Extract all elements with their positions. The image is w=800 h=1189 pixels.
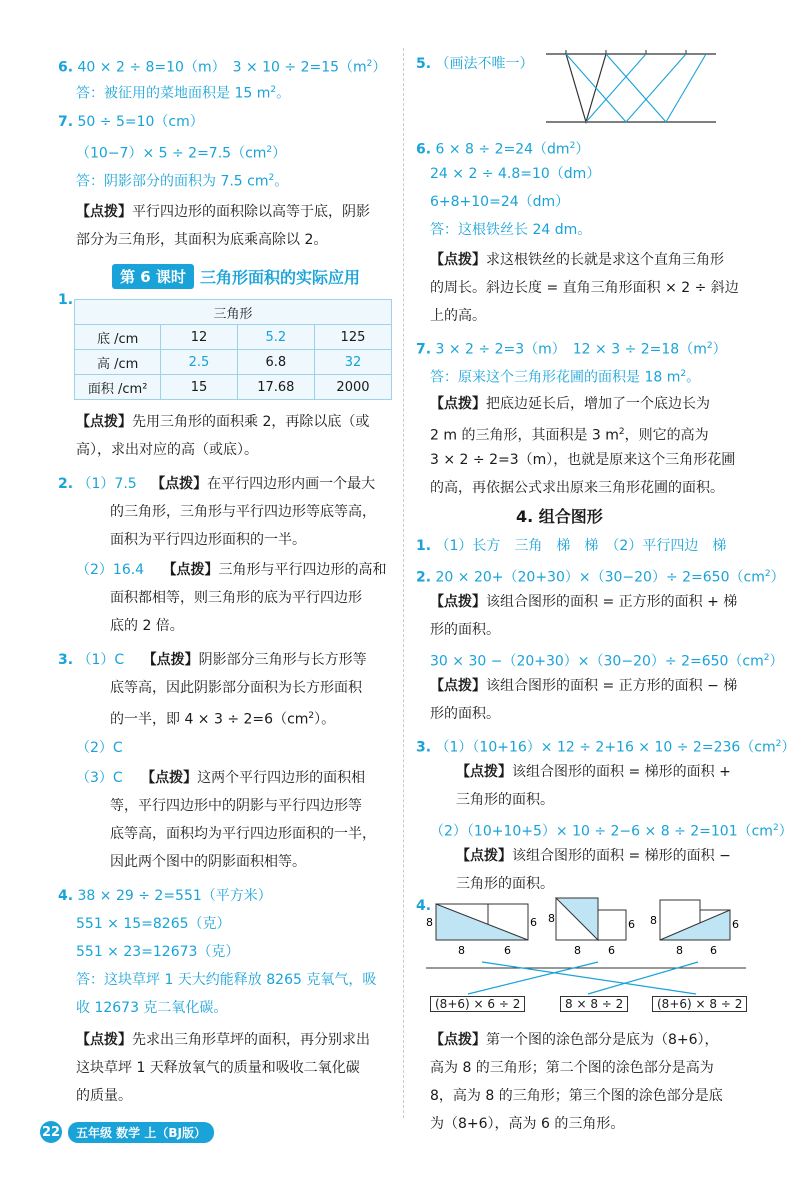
- fig-label: 8: [548, 912, 555, 925]
- r-q6-t2: 的周长。斜边长度 = 直角三角形面积 × 2 ÷ 斜边: [430, 280, 739, 296]
- q4-l3: 551 × 23=12673（克）: [76, 944, 240, 960]
- q3-p2: （2）C: [76, 740, 123, 756]
- q2-t2b: 面积都相等，则三角形的底为平行四边形: [110, 590, 362, 606]
- fig-label: 8: [426, 916, 433, 929]
- r-q7-t2: 2 m 的三角形，其面积是 3 $m^2$，则它的高为: [430, 427, 709, 444]
- s2-t3: 【点拨】该组合图形的面积 = 正方形的面积 − 梯: [430, 678, 738, 694]
- q3-t3b: 等，平行四边形中的阴影与平行四边形等: [110, 798, 362, 814]
- q1-tip-2: 高），求出对应的高（或底）。: [76, 442, 258, 458]
- s4-number: 4.: [416, 898, 432, 914]
- s2-t4: 形的面积。: [430, 706, 500, 722]
- fig-label: 8: [458, 944, 465, 957]
- q2-t1c: 面积为平行四边形面积的一半。: [110, 532, 306, 548]
- q4-t3: 的质量。: [76, 1088, 132, 1104]
- s4-box2: 8 × 8 ÷ 2: [560, 994, 628, 1014]
- q2-t2c: 底的 2 倍。: [110, 618, 184, 634]
- s3-t3: 【点拨】该组合图形的面积 = 梯形的面积 −: [456, 848, 731, 864]
- r-q7-ans: 答：原来这个三角形花圃的面积是 18 $m^2$。: [430, 369, 701, 386]
- r-q7-t1: 【点拨】把底边延长后，增加了一个底边长为: [430, 396, 710, 412]
- q1-number: 1.: [58, 292, 74, 308]
- q2-p1: 2. （1）7.5 【点拨】在平行四边形内画一个最大: [58, 476, 376, 492]
- q3-t3d: 因此两个图中的阴影面积相等。: [110, 854, 306, 870]
- q6-answer: 答：被征用的菜地面积是 15 $m^2$。: [76, 85, 291, 102]
- fig-label: 8: [574, 944, 581, 957]
- s4-figures: [426, 896, 756, 1008]
- q3-t1c: 的一半，即 $4 \times 3 \div 2=6(cm^2)$。: [110, 711, 336, 728]
- q7-tip-1: 【点拨】平行四边形的面积除以高等于底，阴影: [76, 204, 370, 220]
- s4-box3: (8+6) × 8 ÷ 2: [652, 994, 747, 1014]
- q3-t3c: 底等高，面积均为平行四边形面积的一半，: [110, 826, 376, 842]
- table-row: 高 /cm 2.5 6.8 32: [75, 350, 392, 375]
- left-column: [58, 44, 392, 1124]
- q7-tip-2: 部分为三角形，其面积为底乘高除以 2。: [76, 232, 328, 248]
- s3-l2: $(2)(10+10+5)\times 10 \div 2-6 \times 8 \div 2=101(cm^2)$: [430, 823, 793, 840]
- q5-lines-figure: [542, 48, 720, 128]
- q4-t1: 【点拨】先求出三角形草坪的面积，再分别求出: [76, 1032, 370, 1048]
- q3-p3: （3）C 【点拨】这两个平行四边形的面积相: [76, 770, 366, 786]
- r-q6-t1: 【点拨】求这根铁丝的长就是求这个直角三角形: [430, 252, 724, 268]
- page-footer: [40, 1120, 214, 1144]
- r-q6-l3: 6+8+10=24（dm）: [430, 194, 570, 210]
- lesson-badge: 第 6 课时: [112, 264, 194, 289]
- r-q7-t3: 3 × 2 ÷ 2=3（m），也就是原来这个三角形花圃: [430, 452, 736, 468]
- q2-p2: （2）16.4 【点拨】三角形与平行四边形的高和: [76, 562, 387, 578]
- page-number: 22: [40, 1121, 62, 1143]
- q7-line1: 7. 50 ÷ 5=10（cm）: [58, 114, 204, 130]
- q1-tip-1: 【点拨】先用三角形的面积乘 2，再除以底（或: [76, 414, 370, 430]
- s2-t1: 【点拨】该组合图形的面积 = 正方形的面积 + 梯: [430, 594, 738, 610]
- table-row: 底 /cm 12 5.2 125: [75, 325, 392, 350]
- lesson-title: 三角形面积的实际应用: [199, 267, 360, 287]
- fig-label: 6: [530, 916, 537, 929]
- s4-t3: 8，高为 8 的三角形；第三个图的涂色部分是底: [430, 1088, 723, 1104]
- s2-t2: 形的面积。: [430, 622, 500, 638]
- r-q7-l1: 7. 3 × 2 ÷ 2=3（m） $12 \times 3 \div 2=18(m^2)$: [416, 341, 727, 358]
- q3-t1b: 底等高，因此阴影部分面积为长方形面积: [110, 680, 362, 696]
- fig-label: 8: [676, 944, 683, 957]
- s4-t2: 高为 8 的三角形；第二个图的涂色部分是高为: [430, 1060, 714, 1076]
- s3-t2: 三角形的面积。: [456, 792, 554, 808]
- q7-answer: 答：阴影部分的面积为 7.5 $cm^2$。: [76, 173, 289, 190]
- s1: 1. （1）长方 三角 梯 梯 （2）平行四边 梯: [416, 538, 727, 554]
- q4-a2: 收 12673 克二氧化碳。: [76, 1000, 228, 1016]
- r-q5: 5. （画法不唯一）: [416, 56, 534, 72]
- q3-p1: 3. （1）C 【点拨】阴影部分三角形与长方形等: [58, 652, 367, 668]
- q4-l2: 551 × 15=8265（克）: [76, 916, 231, 932]
- r-q6-t3: 上的高。: [430, 308, 486, 324]
- fig-label: 6: [608, 944, 615, 957]
- fig-label: 6: [504, 944, 511, 957]
- table-row: 面积 /cm² 15 17.68 2000: [75, 375, 392, 400]
- fig-label: 6: [628, 918, 635, 931]
- fig-label: 8: [650, 914, 657, 927]
- s2-l2: $30 \times 30 -(20+30)\times(30-20)\div 2=650(cm^2)$: [430, 653, 784, 670]
- column-divider: [403, 48, 404, 1118]
- q7-line2: $(10-7)\times 5 \div 2=7.5(cm^2)$: [76, 145, 287, 162]
- s3-t4: 三角形的面积。: [456, 876, 554, 892]
- lesson-banner: [88, 263, 384, 289]
- table-title: 三角形: [75, 300, 392, 325]
- section-title: 4. 组合图形: [516, 507, 603, 526]
- r-q6-l1: 6. $6 \times 8 \div 2=24(dm^2)$: [416, 141, 590, 158]
- right-column: [416, 44, 796, 1132]
- s3-l1: 3. $(1)(10+16)\times 12 \div 2+16 \times 10 \div 2=236(cm^2)$: [416, 739, 796, 756]
- r-q6-l2: 24 × 2 ÷ 4.8=10（dm）: [430, 166, 601, 182]
- s3-t1: 【点拨】该组合图形的面积 = 梯形的面积 +: [456, 764, 731, 780]
- r-q6-ans: 答：这根铁丝长 24 dm。: [430, 222, 592, 238]
- q4-l1: 4. 38 × 29 ÷ 2=551（平方米）: [58, 888, 272, 904]
- s4-box1: (8+6) × 6 ÷ 2: [430, 994, 525, 1014]
- q4-t2: 这块草坪 1 天释放氧气的质量和吸收二氧化碳: [76, 1060, 360, 1076]
- q2-t1b: 的三角形，三角形与平行四边形等底等高，: [110, 504, 376, 520]
- fig-label: 6: [710, 944, 717, 957]
- book-series: 五年级 数学 上（BJ版）: [68, 1122, 214, 1143]
- triangle-table: [74, 299, 392, 400]
- s2-l1: 2. $20 \times 20+(20+30)\times(30-20)\div 2=650(cm^2)$: [416, 569, 785, 586]
- q4-a1: 答：这块草坪 1 天大约能释放 8265 克氧气，吸: [76, 972, 377, 988]
- fig-label: 6: [732, 918, 739, 931]
- s4-t4: 为（8+6），高为 6 的三角形。: [430, 1116, 625, 1132]
- s4-t1: 【点拨】第一个图的涂色部分是底为（8+6），: [430, 1032, 719, 1048]
- r-q7-t4: 的高，再依据公式求出原来三角形花圃的面积。: [430, 480, 724, 496]
- q6-calc: 6. 40 × 2 ÷ 8=10（m） $3 \times 10 \div 2=15(m^2)$: [58, 59, 387, 76]
